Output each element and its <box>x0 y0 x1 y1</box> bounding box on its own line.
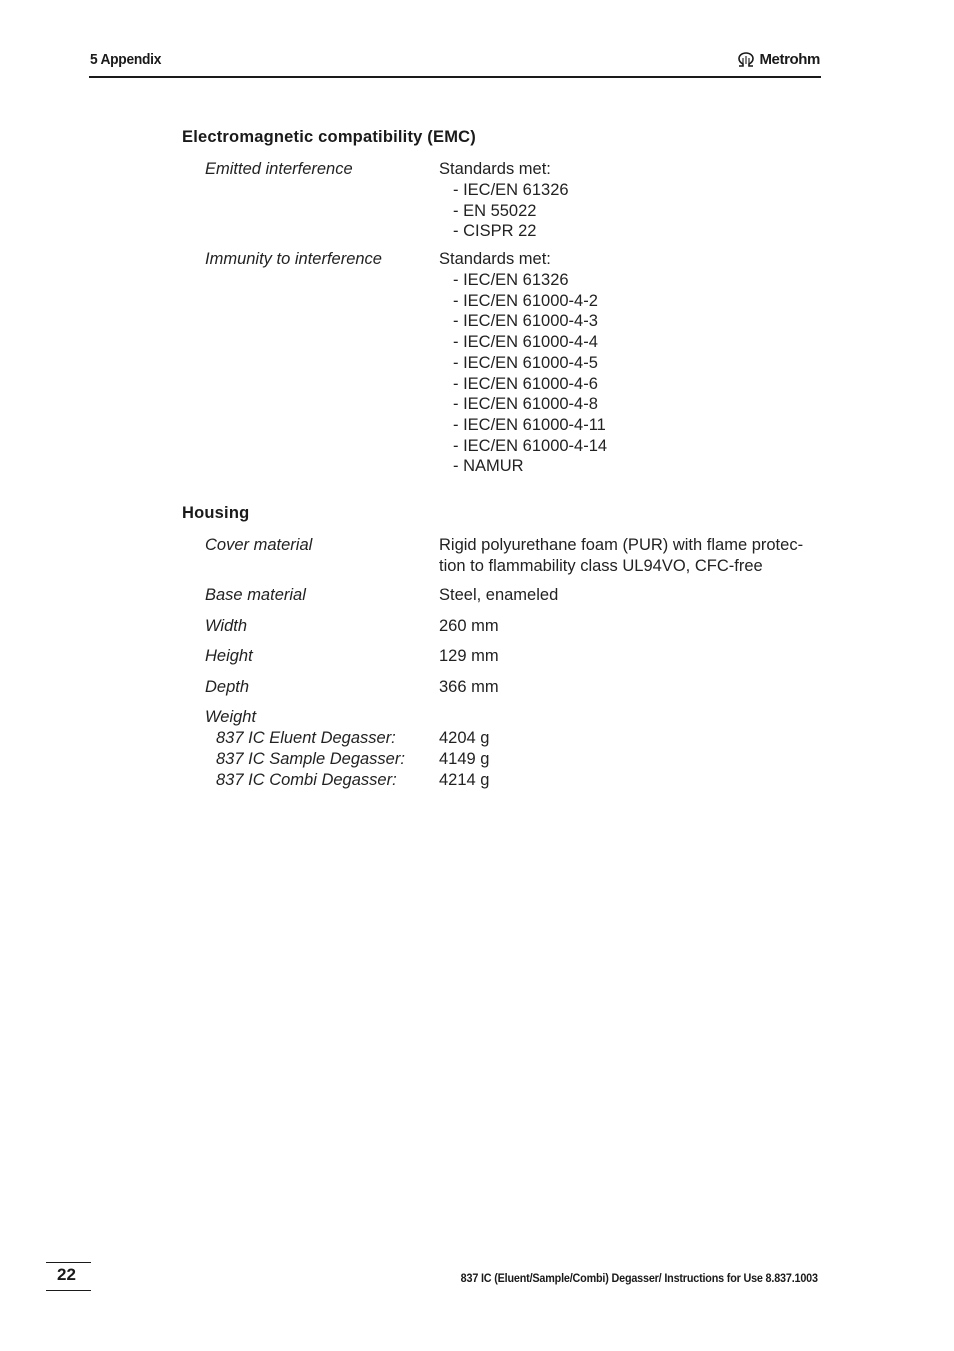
immunity-standards-list <box>453 270 607 477</box>
height-value: 129 mm <box>439 647 499 665</box>
sample-degasser-weight: 4149 g <box>439 750 490 768</box>
cover-material-label: Cover material <box>205 536 313 554</box>
depth-label: Depth <box>205 678 250 696</box>
list-item: - CISPR 22 <box>453 222 537 241</box>
list-item: - IEC/EN 61000-4-4 <box>453 333 598 352</box>
omega-logo-icon <box>736 52 756 68</box>
list-item: - IEC/EN 61000-4-3 <box>453 312 598 331</box>
list-item: - IEC/EN 61326 <box>453 181 569 199</box>
page-number-rule-top <box>46 1262 91 1263</box>
list-item: - EN 55022 <box>453 201 537 220</box>
list-item: - IEC/EN 61326 <box>453 271 569 289</box>
immunity-intro: Standards met: <box>439 250 551 268</box>
combi-degasser-weight: 4214 g <box>439 771 490 789</box>
depth-value: 366 mm <box>439 678 499 696</box>
page-number-rule <box>46 1290 91 1291</box>
footer-doc-title: 837 IC (Eluent/Sample/Combi) Degasser/ Instructions for Use 8.837.1003 <box>460 1271 818 1285</box>
sample-degasser-label: 837 IC Sample Degasser: <box>216 750 405 768</box>
brand-name: Metrohm <box>759 51 820 68</box>
cover-material-value-line2: tion to flammability class UL94VO, CFC-free <box>439 557 763 575</box>
list-item: - IEC/EN 61000-4-5 <box>453 353 598 372</box>
combi-degasser-label: 837 IC Combi Degasser: <box>216 771 397 789</box>
list-item: - IEC/EN 61000-4-2 <box>453 291 598 310</box>
cover-material-value-line1: Rigid polyurethane foam (PUR) with flame protec- <box>439 536 804 554</box>
list-item: - NAMUR <box>453 457 524 476</box>
base-material-label: Base material <box>205 586 306 604</box>
emc-title: Electromagnetic compatibility (EMC) <box>182 128 476 146</box>
page-number: 22 <box>57 1265 76 1284</box>
width-label: Width <box>205 617 248 635</box>
eluent-degasser-weight: 4204 g <box>439 729 490 747</box>
emitted-intro: Standards met: <box>439 160 551 178</box>
emitted-label: Emitted interference <box>205 160 353 178</box>
height-label: Height <box>205 647 253 665</box>
brand-logo <box>736 51 820 68</box>
eluent-degasser-label: 837 IC Eluent Degasser: <box>216 729 396 747</box>
list-item: - IEC/EN 61000-4-14 <box>453 436 608 455</box>
list-item: - IEC/EN 61000-4-8 <box>453 395 598 414</box>
housing-title: Housing <box>182 504 250 522</box>
width-value: 260 mm <box>439 617 499 635</box>
list-item: - IEC/EN 61000-4-11 <box>453 415 606 434</box>
base-material-value: Steel, enameled <box>439 586 559 604</box>
emitted-standards-list <box>453 180 569 242</box>
weight-label: Weight <box>205 708 257 726</box>
list-item: - IEC/EN 61000-4-6 <box>453 374 598 393</box>
header-section-title: 5 Appendix <box>90 51 162 68</box>
header-rule <box>89 76 821 78</box>
immunity-label: Immunity to interference <box>205 250 382 268</box>
